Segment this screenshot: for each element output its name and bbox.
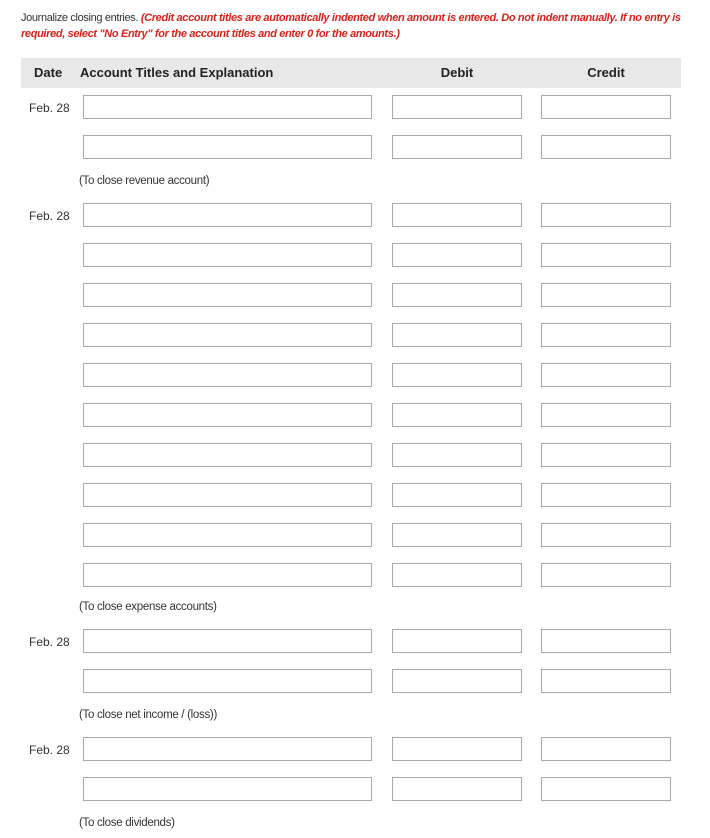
entry-1-credit-input-1[interactable] <box>541 95 671 119</box>
entry-2-account-input-1[interactable] <box>83 203 372 227</box>
header-date: Date <box>34 65 63 80</box>
entry-2-explanation: (To close expense accounts) <box>79 601 217 613</box>
entry-2-debit-input-2[interactable] <box>392 243 522 267</box>
entry-2-debit-input-7[interactable] <box>392 443 522 467</box>
entry-2-credit-input-6[interactable] <box>541 403 671 427</box>
entry-2-account-input-10[interactable] <box>83 563 372 587</box>
entry-2-credit-input-2[interactable] <box>541 243 671 267</box>
entry-2-account-input-6[interactable] <box>83 403 372 427</box>
entry-3-debit-input-1[interactable] <box>392 629 522 653</box>
entry-1-account-input-2[interactable] <box>83 135 372 159</box>
header-credit: Credit <box>587 65 625 80</box>
entry-2-debit-input-5[interactable] <box>392 363 522 387</box>
entry-3-date: Feb. 28 <box>29 635 70 649</box>
entry-2-account-input-4[interactable] <box>83 323 372 347</box>
entry-2-debit-input-3[interactable] <box>392 283 522 307</box>
entry-4-credit-input-1[interactable] <box>541 737 671 761</box>
entry-4-date: Feb. 28 <box>29 743 70 757</box>
entry-3-explanation: (To close net income / (loss)) <box>79 709 217 721</box>
entry-2-date: Feb. 28 <box>29 209 70 223</box>
entry-2-debit-input-9[interactable] <box>392 523 522 547</box>
header-account-titles: Account Titles and Explanation <box>80 65 274 80</box>
entry-2-debit-input-10[interactable] <box>392 563 522 587</box>
entry-4-explanation: (To close dividends) <box>79 817 175 829</box>
entry-2-account-input-7[interactable] <box>83 443 372 467</box>
entry-1-debit-input-1[interactable] <box>392 95 522 119</box>
entry-2-debit-input-6[interactable] <box>392 403 522 427</box>
entry-2-account-input-9[interactable] <box>83 523 372 547</box>
entry-3-credit-input-1[interactable] <box>541 629 671 653</box>
header-debit: Debit <box>440 65 474 80</box>
journal-table-header <box>21 58 681 88</box>
instructions-lead: Journalize closing entries. <box>21 12 139 24</box>
entry-2-credit-input-8[interactable] <box>541 483 671 507</box>
entry-2-debit-input-8[interactable] <box>392 483 522 507</box>
entry-4-debit-input-2[interactable] <box>392 777 522 801</box>
entry-1-account-input-1[interactable] <box>83 95 372 119</box>
entry-1-explanation: (To close revenue account) <box>79 175 210 187</box>
entry-4-debit-input-1[interactable] <box>392 737 522 761</box>
entry-2-credit-input-1[interactable] <box>541 203 671 227</box>
entry-2-debit-input-4[interactable] <box>392 323 522 347</box>
entry-2-credit-input-9[interactable] <box>541 523 671 547</box>
entry-2-credit-input-10[interactable] <box>541 563 671 587</box>
entry-2-credit-input-5[interactable] <box>541 363 671 387</box>
entry-2-credit-input-4[interactable] <box>541 323 671 347</box>
instructions <box>21 10 693 42</box>
entry-3-debit-input-2[interactable] <box>392 669 522 693</box>
entry-2-credit-input-7[interactable] <box>541 443 671 467</box>
entry-2-account-input-2[interactable] <box>83 243 372 267</box>
entry-3-credit-input-2[interactable] <box>541 669 671 693</box>
entry-3-account-input-1[interactable] <box>83 629 372 653</box>
entry-2-account-input-5[interactable] <box>83 363 372 387</box>
entry-3-account-input-2[interactable] <box>83 669 372 693</box>
entry-1-debit-input-2[interactable] <box>392 135 522 159</box>
entry-2-account-input-8[interactable] <box>83 483 372 507</box>
entry-2-credit-input-3[interactable] <box>541 283 671 307</box>
entry-4-account-input-1[interactable] <box>83 737 372 761</box>
entry-2-debit-input-1[interactable] <box>392 203 522 227</box>
instructions-note: (Credit account titles are automatically indented when amount is entered. Do not indent manually. If no entry is required, select "No Entry" for the account titles and enter 0 for the amounts.) <box>21 12 681 40</box>
entry-4-account-input-2[interactable] <box>83 777 372 801</box>
entry-2-account-input-3[interactable] <box>83 283 372 307</box>
entry-1-date: Feb. 28 <box>29 101 70 115</box>
entry-4-credit-input-2[interactable] <box>541 777 671 801</box>
entry-1-credit-input-2[interactable] <box>541 135 671 159</box>
